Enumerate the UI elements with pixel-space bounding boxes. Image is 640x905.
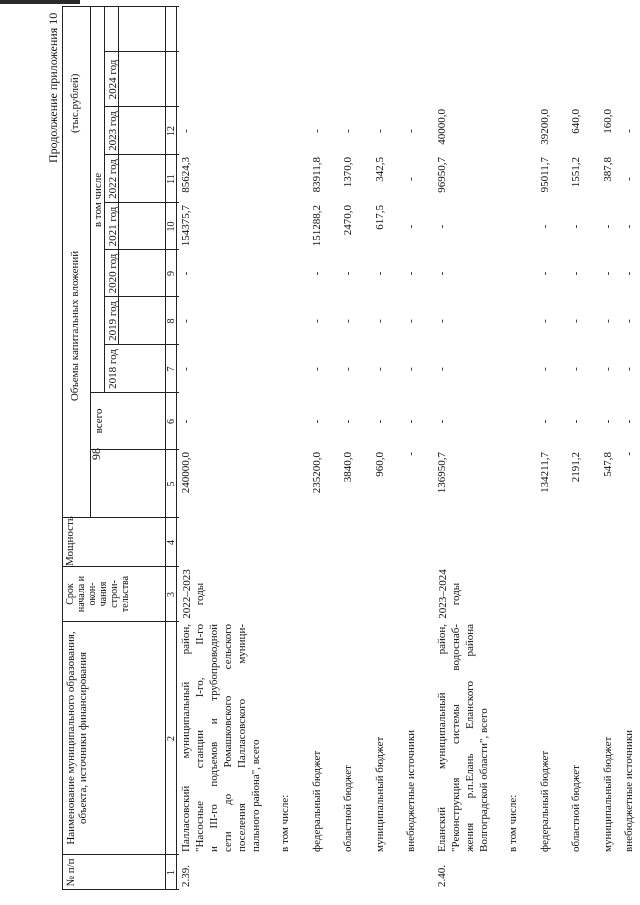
value-2024: -: [342, 129, 354, 133]
header-2023: 2023 год: [107, 111, 119, 151]
regional-label: областной бюджет: [570, 765, 582, 852]
value-2020: -: [623, 319, 635, 323]
value-2019: -: [436, 367, 448, 371]
value-2024: -: [180, 129, 192, 133]
value-2021: -: [602, 271, 614, 276]
header-2018: 2018 год: [107, 349, 119, 389]
construction-term: 2023–2024 годы: [437, 569, 462, 619]
header-2021: 2021 год: [107, 206, 119, 247]
value-2021: -: [311, 271, 323, 276]
value-2021: -: [342, 271, 354, 276]
value-2020: -: [405, 319, 417, 323]
value-2020: -: [374, 319, 386, 323]
value-2019: -: [539, 367, 551, 371]
header-2022: 2022 год: [107, 159, 119, 199]
value-total: 547,8: [602, 452, 614, 477]
object-name-line: Волгоградской области", всего: [478, 708, 490, 852]
value-2019: -: [342, 367, 354, 371]
col-num: 6: [166, 419, 177, 424]
value-2023: 96950,7: [436, 157, 448, 193]
value-2023: 1370,0: [342, 157, 354, 188]
value-2024: -: [374, 129, 386, 133]
row-number: 2.40.: [436, 865, 448, 887]
col-num: 10: [166, 221, 177, 232]
object-name-line: жения р.п.Елань Еланского района: [464, 624, 476, 852]
col-num: 2: [166, 736, 177, 741]
col-num: 12: [166, 126, 177, 136]
value-total: 235200,0: [311, 452, 323, 494]
col-num: 9: [166, 271, 177, 276]
value-total: 136950,7: [436, 452, 448, 494]
value-2024: 39200,0: [539, 109, 551, 145]
value-2018: -: [311, 419, 323, 424]
value-2022: 151288,2: [311, 205, 323, 247]
municipal-label: муниципальный бюджет: [374, 736, 386, 852]
value-2022: 154375,7: [180, 205, 192, 247]
value-2018: -: [623, 419, 635, 424]
value-2020: -: [180, 319, 192, 323]
value-2021: -: [539, 271, 551, 276]
value-2019: -: [374, 367, 386, 371]
value-2018: -: [342, 419, 354, 424]
regional-label: областной бюджет: [342, 765, 354, 852]
header-num: № п/п: [65, 858, 77, 887]
value-2019: -: [602, 367, 614, 371]
municipal-label: муниципальный бюджет: [602, 736, 614, 852]
col-num: 1: [166, 870, 177, 875]
value-2022: -: [570, 224, 582, 229]
value-2023: -: [405, 177, 417, 181]
col-num: 3: [166, 592, 177, 597]
value-2018: -: [602, 419, 614, 424]
value-2021: -: [623, 271, 635, 276]
offbudget-label: внебюджетные источники: [405, 729, 417, 852]
value-2023: 85624,3: [180, 157, 192, 193]
value-total: -: [623, 452, 635, 456]
value-total: 2191,2: [570, 452, 582, 483]
value-2018: -: [405, 419, 417, 424]
header-incl: в том числе: [92, 172, 104, 228]
value-total: 960,0: [374, 452, 386, 477]
value-2022: -: [602, 224, 614, 229]
value-2019: -: [405, 367, 417, 371]
col-num: 8: [166, 318, 177, 324]
value-2022: -: [539, 224, 551, 229]
value-2020: -: [602, 319, 614, 323]
value-2020: -: [342, 319, 354, 323]
offbudget-label: внебюджетные источники: [623, 729, 635, 852]
col-num: 11: [166, 174, 177, 184]
object-name-line: Еланский муниципальный район,: [436, 624, 448, 852]
federal-label: федеральный бюджет: [311, 750, 323, 852]
value-2020: -: [311, 319, 323, 323]
value-2024: -: [405, 129, 417, 133]
header-2019: 2019 год: [107, 301, 119, 341]
value-2023: -: [623, 177, 635, 181]
header-total: всего: [93, 408, 105, 434]
object-name-line: и III-го подъемов и трубопроводной: [208, 624, 220, 852]
value-2023: 83911,8: [311, 157, 323, 193]
incl-label: в том числе:: [507, 794, 519, 852]
object-name-line: Палласовский муниципальный район,: [180, 624, 192, 852]
value-2021: -: [570, 271, 582, 276]
header-2020: 2020 год: [107, 253, 119, 294]
value-2019: -: [623, 367, 635, 371]
value-2020: -: [570, 319, 582, 323]
value-2023: 95011,7: [539, 157, 551, 193]
value-2018: -: [570, 419, 582, 424]
header-volumes: Объемы капитальных вложений: [69, 250, 81, 402]
value-2022: 617,5: [374, 205, 386, 230]
header-2024: 2024 год: [107, 59, 119, 100]
header-term: Срок начала и окон- чания строи- тельства: [65, 575, 131, 613]
value-2023: 1551,2: [570, 157, 582, 188]
object-name-line: поселения Палласовского муници-: [236, 624, 248, 852]
value-2022: -: [436, 224, 448, 229]
value-2019: -: [570, 367, 582, 371]
value-2018: -: [374, 419, 386, 424]
value-total: 3840,0: [342, 452, 354, 483]
value-2021: -: [405, 271, 417, 276]
federal-label: федеральный бюджет: [539, 750, 551, 852]
value-total: -: [405, 452, 417, 456]
construction-term: 2022–2023 годы: [181, 569, 206, 619]
value-2024: -: [311, 129, 323, 133]
col-num: 5: [166, 481, 177, 487]
header-name: Наименование муниципального образования, объекта, источники финансирования: [65, 631, 89, 845]
col-num: 7: [166, 366, 177, 372]
object-name-line: "Насосные станции I-го, II-го: [194, 624, 206, 852]
value-2024: 160,0: [602, 109, 614, 134]
value-2018: -: [180, 419, 192, 424]
value-2024: 640,0: [570, 109, 582, 134]
value-2019: -: [180, 367, 192, 371]
value-2021: -: [374, 271, 386, 276]
header-capacity: Мощность: [64, 516, 76, 566]
value-2021: -: [436, 271, 448, 276]
value-2018: -: [539, 419, 551, 424]
header-units: (тыс.рублей): [69, 73, 81, 133]
value-2024: -: [623, 129, 635, 133]
value-2022: -: [623, 224, 635, 229]
value-total: 134211,7: [539, 452, 551, 493]
value-2022: -: [405, 224, 417, 229]
value-2018: -: [436, 419, 448, 424]
value-2024: 40000,0: [436, 109, 448, 145]
value-2023: 387,8: [602, 157, 614, 182]
object-name-line: сети до Ромашковского сельского: [222, 624, 234, 852]
value-2020: -: [436, 319, 448, 323]
col-num: 4: [166, 540, 177, 545]
object-name-line: "Реконструкция системы водоснаб-: [450, 624, 462, 852]
value-2020: -: [539, 319, 551, 323]
value-2022: 2470,0: [342, 205, 354, 236]
value-2019: -: [311, 367, 323, 371]
value-2021: -: [180, 271, 192, 276]
value-total: 240000,0: [180, 452, 192, 494]
continuation-title: Продолжение приложения 10: [46, 12, 60, 163]
object-name-line: пального района", всего: [250, 739, 262, 852]
value-2023: 342,5: [374, 157, 386, 182]
incl-label: в том числе:: [279, 794, 291, 852]
row-number: 2.39.: [180, 865, 192, 887]
page-number: 98: [89, 448, 103, 460]
